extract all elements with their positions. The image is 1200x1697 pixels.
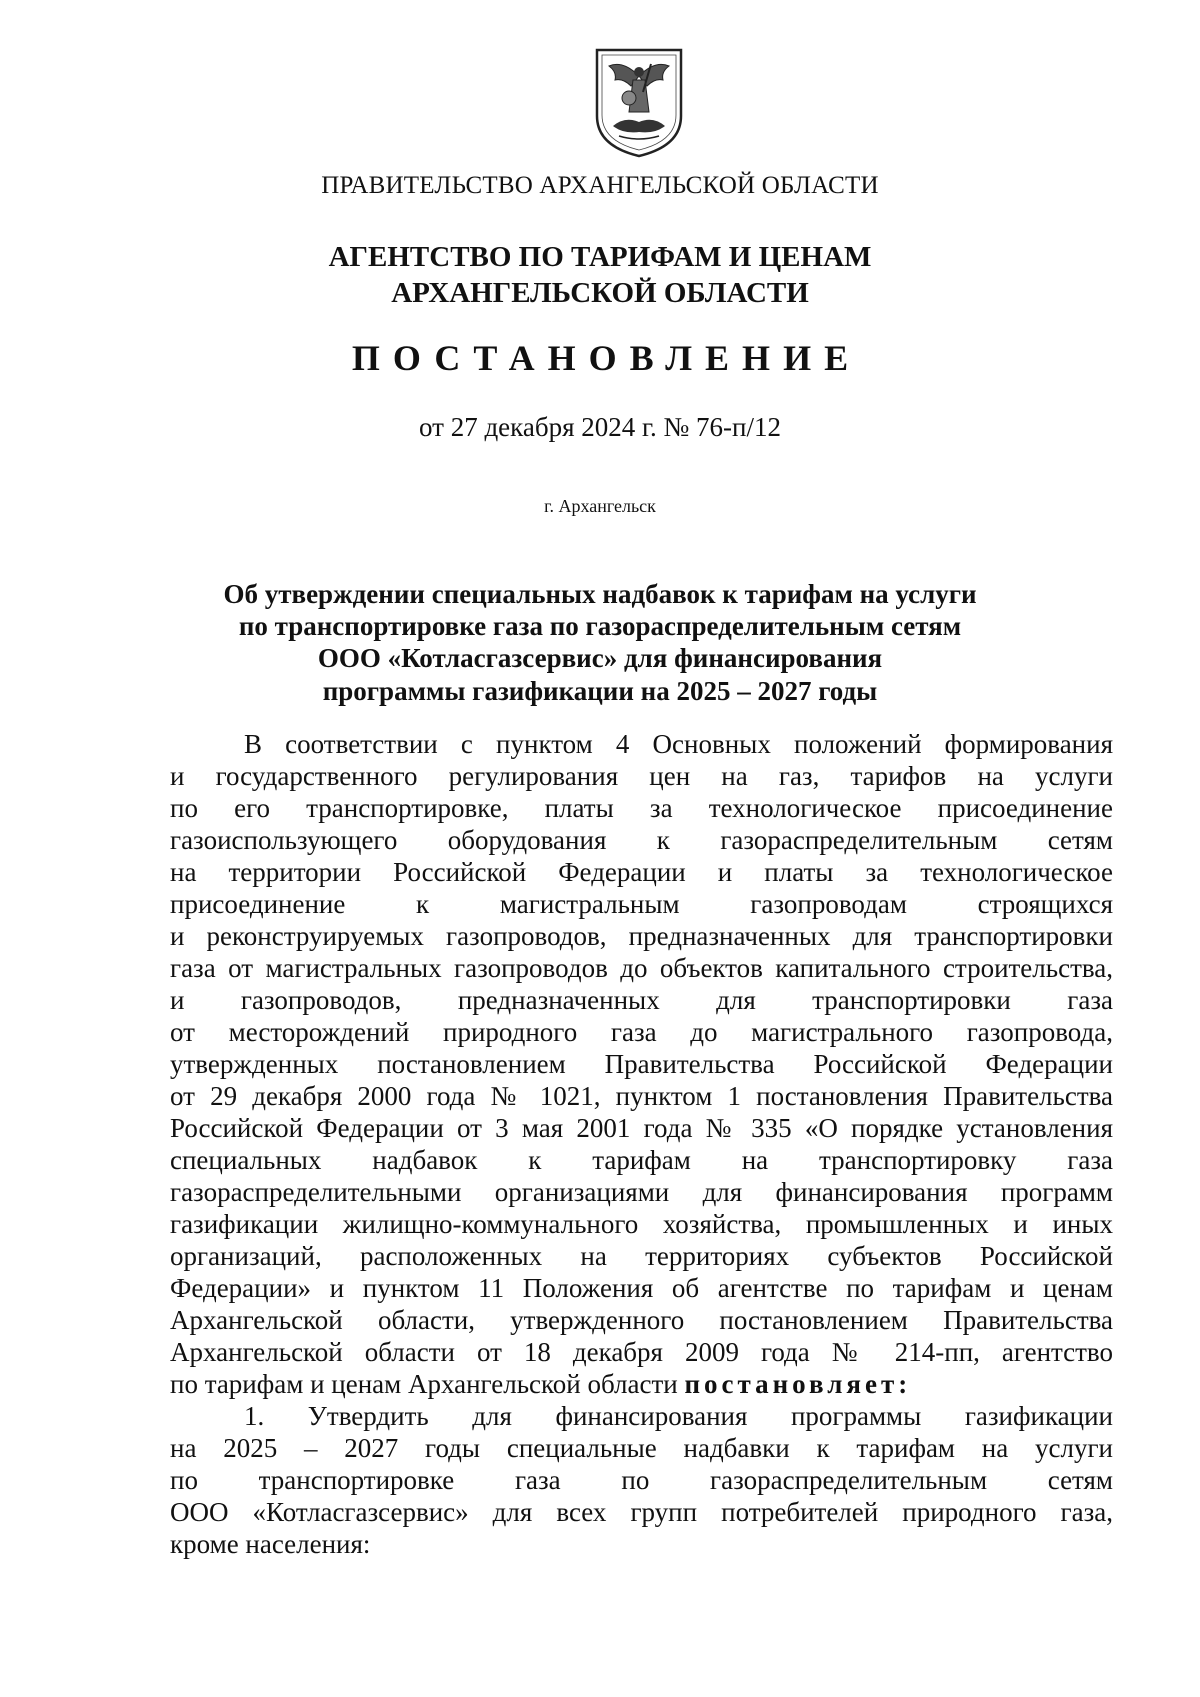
body-line: газоиспользующего оборудования к газораспределительным сетям <box>170 825 1113 855</box>
agency-name-line-2: АРХАНГЕЛЬСКОЙ ОБЛАСТИ <box>391 277 809 309</box>
document-date-number: от 27 декабря 2024 г. № 76-п/12 <box>419 412 781 442</box>
body-line: на 2025 – 2027 годы специальные надбавки к тарифам на услуги <box>170 1433 1113 1463</box>
body-line: Российской Федерации от 3 мая 2001 года № 335 «О порядке установления <box>170 1113 1113 1143</box>
body-line: присоединение к магистральным газопроводам строящихся <box>170 889 1113 919</box>
body-line: организаций, расположенных на территориях субъектов Российской <box>170 1241 1113 1271</box>
body-line: по его транспортировке, платы за технологическое присоединение <box>170 793 1113 823</box>
body-line: от 29 декабря 2000 года № 1021, пунктом 1 постановления Правительства <box>170 1081 1113 1111</box>
title-line: программы газификации на 2025 – 2027 годы <box>322 676 878 706</box>
body-line-resolution <box>170 1368 1113 1400</box>
body-line: на территории Российской Федерации и платы за технологическое <box>170 857 1113 887</box>
agency-name-line-1: АГЕНТСТВО ПО ТАРИФАМ И ЦЕНАМ <box>328 241 872 273</box>
title-line: Об утверждении специальных надбавок к тарифам на услуги <box>223 579 977 609</box>
body-line: Архангельской области от 18 декабря 2009 года № 214-пп, агентство <box>170 1337 1113 1367</box>
body-line: от месторождений природного газа до магистрального газопровода, <box>170 1017 1113 1047</box>
body-line: Федерации» и пунктом 11 Положения об агентстве по тарифам и ценам <box>170 1273 1113 1303</box>
body-line: газораспределительными организациями для финансирования программ <box>170 1177 1113 1207</box>
title-line: ООО «Котласгазсервис» для финансирования <box>317 643 883 673</box>
document-type: ПОСТАНОВЛЕНИЕ <box>351 338 862 378</box>
body-line: кроме населения: <box>170 1529 371 1559</box>
body-line: и государственного регулирования цен на газ, тарифов на услуги <box>170 761 1113 791</box>
body-line: газа от магистральных газопроводов до объектов капитального строительства, <box>170 953 1113 983</box>
body-line: Архангельской области, утвержденного постановлением Правительства <box>170 1305 1113 1335</box>
body-line: 1. Утвердить для финансирования программы газификации <box>244 1401 1113 1431</box>
body-line: и реконструируемых газопроводов, предназначенных для транспортировки <box>170 921 1113 951</box>
body-line: В соответствии с пунктом 4 Основных положений формирования <box>244 729 1113 759</box>
resolves-word: постановляет: <box>684 1369 912 1399</box>
document-city: г. Архангельск <box>544 496 656 516</box>
government-name: ПРАВИТЕЛЬСТВО АРХАНГЕЛЬСКОЙ ОБЛАСТИ <box>321 172 879 199</box>
body-line: ООО «Котласгазсервис» для всех групп потребителей природного газа, <box>170 1497 1113 1527</box>
body-line: по транспортировке газа по газораспределительным сетям <box>170 1465 1113 1495</box>
body-line: газификации жилищно-коммунального хозяйства, промышленных и иных <box>170 1209 1113 1239</box>
body-line-prefix: по тарифам и ценам Архангельской области <box>170 1369 685 1399</box>
body-line: и газопроводов, предназначенных для транспортировки газа <box>170 985 1113 1015</box>
body-line: утвержденных постановлением Правительства Российской Федерации <box>170 1049 1113 1079</box>
body-line: специальных надбавок к тарифам на транспортировку газа <box>170 1145 1113 1175</box>
coat-of-arms-emblem <box>593 46 685 160</box>
title-line: по транспортировке газа по газораспределительным сетям <box>238 611 962 641</box>
